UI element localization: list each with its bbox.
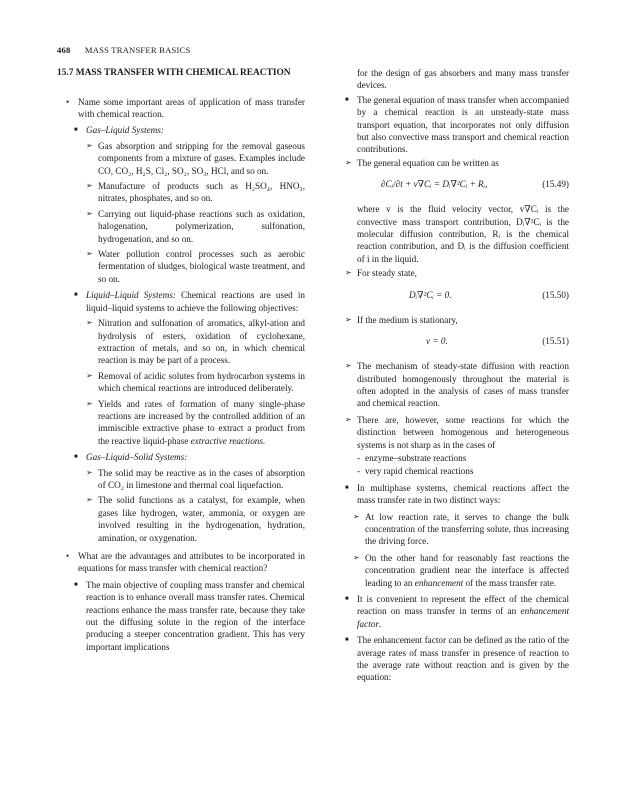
italic-term: enhancement factor [357,606,569,629]
arrow-bullet-icon: ➢ [345,314,352,324]
list-item-text: In multiphase systems, chemical reactions affect the mass transfer rate in two distinct ways: [357,482,569,506]
arrow-bullet-icon: ➢ [353,511,360,521]
list-item-text: Chemical reactions are used in liquid–liquid systems to achieve the following objectives: [86,290,306,313]
equation-15-50 [336,289,569,306]
arrow-bullet-icon: ➢ [86,495,93,505]
section-title: 15.7 MASS TRANSFER WITH CHEMICAL REACTION [57,68,291,78]
list-item-text: The enhancement factor can be defined as the ratio of the average rates of mass transfer in presence of reaction to the average rate without reaction and is given by the equation: [357,635,569,683]
bullet-square-icon: ■ [345,484,349,491]
list-item-text: Manufacture of products such as H₂SO₄, HNO₃, nitrates, phosphates, and so on. [98,181,305,204]
arrow-bullet-icon: ➢ [345,414,352,424]
list-item [57,140,305,177]
running-title: MASS TRANSFER BASICS [84,45,191,55]
list-item [57,467,305,492]
list-item-text: The solid functions as a catalyst, for example, when gases like hydrogen, water, ammonia, or oxygen are involved resulting in the hydrogenation, hydration, amination, or oxygenation. [98,495,305,543]
bullet-square-icon: ■ [345,637,349,644]
arrow-bullet-icon: ➢ [345,268,352,278]
list-item [57,248,305,285]
equation-body: ∂Cᵢ/∂t + v∇Cᵢ = Dᵢ∇²Cᵢ + Rᵢ, [381,179,488,190]
list-item [57,451,305,463]
dash-bullet-icon: - [357,466,361,477]
arrow-bullet-icon: ➢ [86,467,93,477]
arrow-bullet-icon: ➢ [86,398,93,408]
question-advantages [57,550,305,575]
list-item-text: Carrying out liquid-phase reactions such as oxidation, halogenation, polymerization, sulfonation, hydrogenation, and so on. [98,208,305,244]
equation-15-49 [336,178,569,195]
list-item [336,482,569,507]
list-item-text: Water pollution control processes such as aerobic fermentation of sludges, biological waste treatment, and so on. [98,249,305,284]
list-item-text: . [378,618,382,629]
list-item-text: of the mass transfer rate. [463,577,557,588]
list-item [336,452,569,464]
list-item [57,579,305,653]
paragraph-continuation: for the design of gas absorbers and many mass transfer devices. [357,68,569,91]
list-item [57,180,305,205]
bullet-square-icon: ■ [74,454,78,461]
list-item [336,157,569,169]
subheading: Liquid–Liquid Systems: [86,290,176,301]
subheading: Gas–Liquid Systems: [86,125,164,136]
bullet-square-icon: ■ [74,127,78,134]
subheading: Gas–Liquid–Solid Systems: [86,452,188,463]
list-item [336,552,569,589]
list-item-text: very rapid chemical reactions [365,466,474,477]
bullet-square-icon: ■ [345,96,349,103]
equation-body: Dᵢ∇²Cᵢ = 0. [409,289,452,300]
list-item [57,289,305,314]
list-item [57,317,305,367]
list-item [336,94,569,156]
question-text: Name some important areas of application of mass transfer with chemical reaction. [78,96,305,119]
arrow-bullet-icon: ➢ [353,552,360,562]
list-item-text: At low reaction rate, it serves to change the bulk concentration of the transferring solute, thus increasing the driving force. [365,511,569,547]
italic-term: enhancement [414,577,464,588]
italic-term: reactions. [229,435,266,446]
italic-term: extractive [190,435,227,446]
list-item [57,398,305,448]
list-item-text: Gas absorption and stripping for the removal gaseous components from a mixture of gases. Examples include CO, CO₂, H₂S, Cl₂, SO₂, SO₃, HCl, and so on. [98,140,305,176]
right-column [336,67,569,684]
list-item-text: Yields and rates of formation of many single-phase reactions are increased by the controlled addition of an immiscible extractive phase to extract a product from the reactive liquid-phase [98,398,305,446]
list-item [336,414,569,451]
list-item-text: Nitration and sulfonation of aromatics, alkyl-ation and hydrolysis of esters, oxidation of cyclohexane, extraction of metals, and so on, in which chemical reaction is may be part of a process. [98,318,305,366]
arrow-bullet-icon: ➢ [86,181,93,191]
bullet-square-icon: ■ [74,292,78,299]
list-item-text: The general equation of mass transfer when accompanied by a chemical reaction is an unsteady-state mass transport equation, that incorporates not only diffusion but also convective mass transport and chemical reaction contributions. [357,94,569,155]
equation-number: (15.51) [542,336,569,347]
arrow-bullet-icon: ➢ [86,370,93,380]
list-item-text: The mechanism of steady-state diffusion with reaction distributed homogenously throughout the material is often adopted in the analysis of cases of mass transfer and chemical reaction. [357,361,569,409]
arrow-bullet-icon: ➢ [345,361,352,371]
list-item [57,124,305,136]
equation-15-51 [336,335,569,352]
page-number: 468 [57,45,71,55]
list-item-text: For steady state, [357,268,417,279]
list-item [336,593,569,630]
list-item-text: If the medium is stationary, [357,314,458,325]
bullet-dot-icon: • [66,96,70,107]
list-item-text: There are, however, some reactions for which the distinction between homogenous and heterogeneous systems is not sharp as in the cases of [357,414,569,450]
list-item-text: enzyme–substrate reactions [365,452,467,463]
list-item [336,634,569,684]
bullet-square-icon: ■ [345,596,349,602]
paragraph: where v is the fluid velocity vector, v∇Cᵢ is the convective mass transport contribution, Dᵢ∇²Cᵢ is the molecular diffusion contribution, Rᵢ is the chemical reaction contribution, and Dᵢ is the diffusion coefficient of i in the liquid. [357,204,569,264]
list-item [57,208,305,245]
list-item [57,370,305,395]
list-item [336,267,569,279]
equation-body: v = 0. [426,336,448,347]
arrow-bullet-icon: ➢ [86,249,93,259]
question-applications [57,96,305,121]
equation-number: (15.49) [542,179,569,190]
list-item-text: The main objective of coupling mass transfer and chemical reaction is to enhance overall mass transfer rates. Chemical reactions enhance the mass transfer rate, because they take out the diffusing solute in the region of the interface producing a steeper concentration gradient. This has very important implications [86,579,305,652]
list-item [57,494,305,544]
list-item [336,465,569,477]
list-item-text: The general equation can be written as [357,157,499,168]
page-header [57,44,190,56]
list-item-text: The solid may be reactive as in the cases of absorption of CO₂ in limestone and thermal coal liquefaction. [98,467,305,490]
list-item [336,360,569,410]
arrow-bullet-icon: ➢ [86,318,93,328]
dash-bullet-icon: - [357,452,361,463]
list-item [336,511,569,548]
bullet-dot-icon: • [66,551,70,561]
arrow-bullet-icon: ➢ [86,208,93,218]
list-item [336,314,569,326]
list-item-text: Removal of acidic solutes from hydrocarbon systems in which chemical reactions are introduced deliberately. [98,370,305,394]
list-item-text: On the other hand for reasonably fast reactions the concentration gradient near the interface is affected leading to an [365,552,569,588]
list-item-text: It is convenient to represent the effect of the chemical reaction on mass transfer in terms of an [357,594,569,617]
equation-number: (15.50) [542,289,569,300]
arrow-bullet-icon: ➢ [86,140,93,150]
bullet-square-icon: ■ [74,581,78,588]
question-text: What are the advantages and attributes to be incorporated in equations for mass transfer with chemical reaction? [78,551,305,574]
left-column [57,67,305,653]
arrow-bullet-icon: ➢ [345,157,352,167]
